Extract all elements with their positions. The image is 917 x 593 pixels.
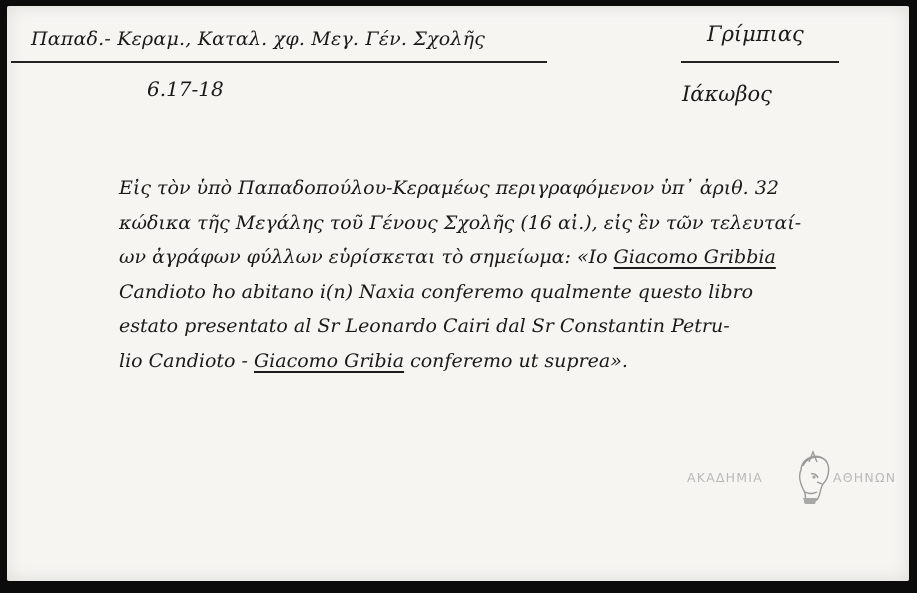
body-line: κώδικα τῆς Μεγάλης τοῦ Γένους Σχολῆς (16 αἰ.), εἰς ἓν τῶν τελευταί- <box>119 211 802 234</box>
body-text-segment: ων ἀγράφων φύλλων εὑρίσκεται τὸ σημείωμα: «Io <box>119 246 614 268</box>
card-body <box>119 171 909 378</box>
header-divider-left <box>11 61 547 63</box>
given-name: Ιάκωβος <box>682 82 772 106</box>
index-card <box>7 6 909 581</box>
body-text-segment: conferemo ut suprea». <box>404 349 628 372</box>
surname-divider <box>681 61 839 63</box>
body-line: Candioto ho abitano i(n) Naxia conferemo qualmente questo libro <box>119 280 754 303</box>
underlined-name: Giacomo Gribia <box>254 349 405 372</box>
academy-watermark <box>687 443 912 513</box>
watermark-left-word: ΑΚΑΔΗΜΙΑ <box>687 470 763 485</box>
body-line: estato presentato al Sr Leonardo Cairi dal Sr Constantin Petru- <box>119 315 730 337</box>
body-line <box>119 240 909 275</box>
watermark-right-word: ΑΘΗΝΩΝ <box>833 470 897 485</box>
reference-header: Παπαδ.- Κεραμ., Καταλ. χφ. Μεγ. Γέν. Σχολῆς <box>31 28 486 50</box>
date-reference: 6.17-18 <box>147 77 224 101</box>
surname: Γρίμπιας <box>707 22 804 46</box>
body-line <box>119 344 909 379</box>
body-line: Εἰς τὸν ὑπὸ Παπαδοπούλου-Κεραμέως περιγραφόμενον ὑπ᾽ ἀριθ. 32 <box>119 177 779 199</box>
underlined-name: Giacomo Gribbia <box>613 246 776 268</box>
athena-head-icon <box>787 448 835 508</box>
body-text-segment: lio Candioto - <box>119 349 254 372</box>
